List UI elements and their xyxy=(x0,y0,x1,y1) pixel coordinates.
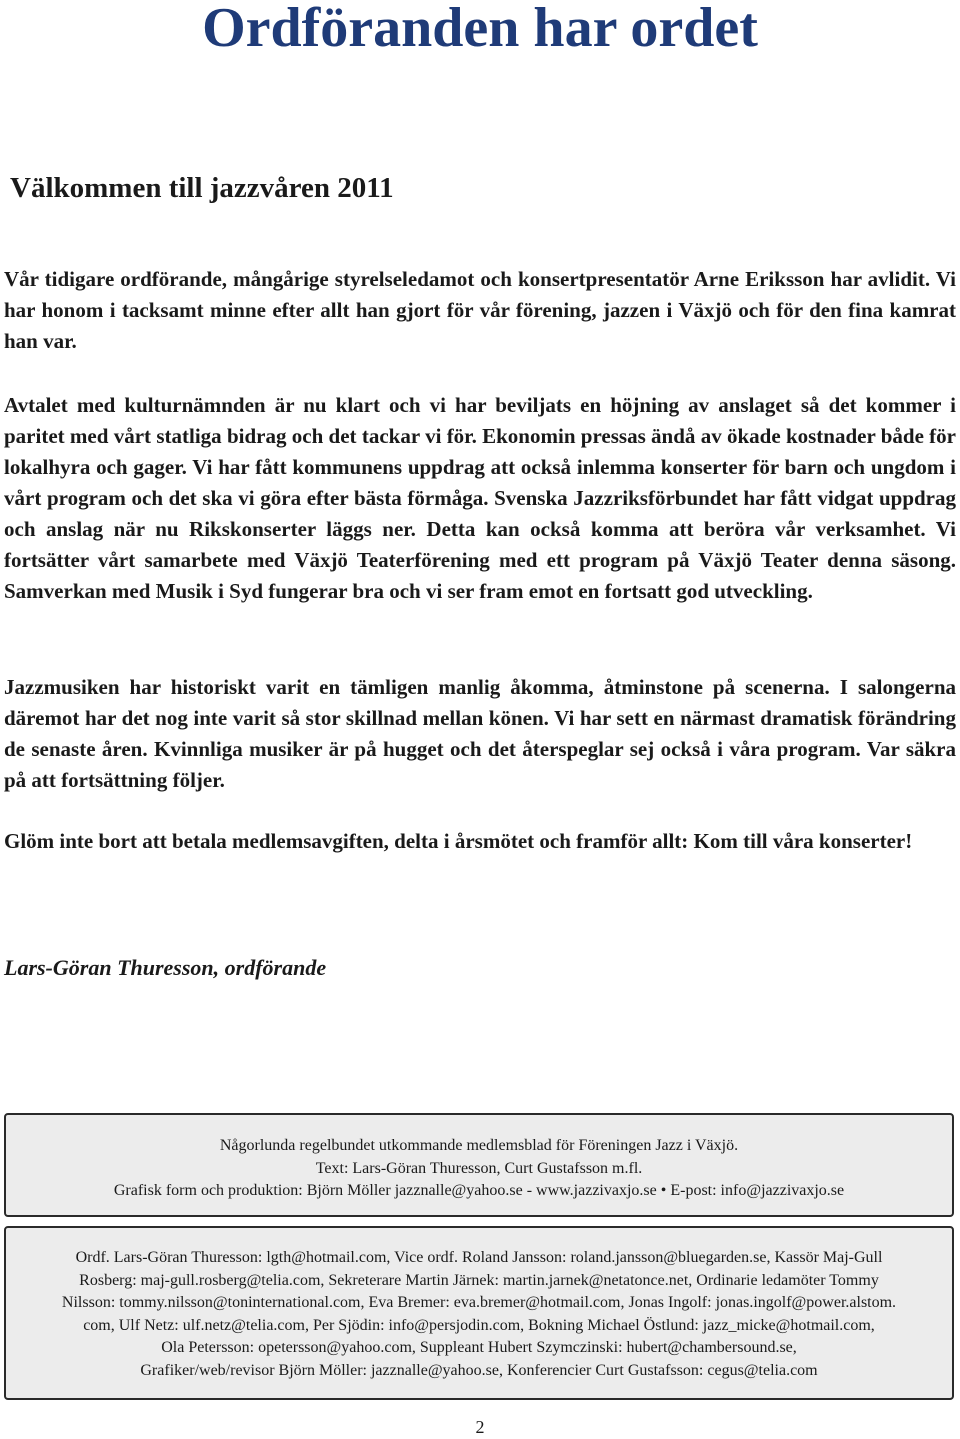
publication-description: Någorlunda regelbundet utkommande medlemsblad för Föreningen Jazz i Växjö. xyxy=(219,1137,739,1154)
publication-contact: Grafisk form och produktion: Björn Möller jazznalle@yahoo.se - www.jazzivaxjo.se • E-post: info@jazzivaxjo.se xyxy=(113,1182,845,1199)
board-contacts-box xyxy=(4,1226,954,1400)
board-contacts-line: com, Ulf Netz: ulf.netz@telia.com, Per Sjödin: info@persjodin.com, Bokning Michael Östlund: jazz_micke@hotmail.com, xyxy=(83,1316,875,1334)
page-number: 2 xyxy=(475,1417,485,1437)
paragraph-memorial: Vår tidigare ordförande, mångårige styrelseledamot och konsertpresentatör Arne Eriksson har avlidit. Vi har honom i tacksamt minne efter allt han gjort för vår förening, jazzen i Växjö och för den fina kamrat han var. xyxy=(4,267,956,353)
paragraph-membership-reminder: Glöm inte bort att betala medlemsavgiften, delta i årsmötet och framför allt: Kom till våra konserter! xyxy=(4,829,913,853)
paragraph-women-in-jazz: Jazzmusiken har historiskt varit en tämligen manlig åkomma, åtminstone på scenerna. I salongerna däremot har det nog inte varit så stor skillnad mellan könen. Vi har sett en närmast dramatisk förändring de senaste åren. Kvinnliga musiker är på hugget och det återspeglar sej också i våra program. Var säkra på att fortsättning följer. xyxy=(4,675,956,792)
board-contacts-line: Rosberg: maj-gull.rosberg@telia.com, Sekreterare Martin Järnek: martin.jarnek@netatonce.net, Ordinarie ledamöter Tommy xyxy=(79,1271,879,1289)
article-subtitle: Välkommen till jazzvåren 2011 xyxy=(10,172,394,204)
board-contacts-line: Ola Petersson: opetersson@yahoo.com, Suppleant Hubert Szymczinski: hubert@chambersound.se, xyxy=(161,1339,797,1356)
board-contacts-line: Ordf. Lars-Göran Thuresson: lgth@hotmail.com, Vice ordf. Roland Jansson: roland.jansson@bluegarden.se, Kassör Maj-Gull xyxy=(75,1249,883,1266)
board-contacts-line: Grafiker/web/revisor Björn Möller: jazznalle@yahoo.se, Konferencier Curt Gustafsson: cegus@telia.com xyxy=(140,1361,818,1379)
board-contacts-line: Nilsson: tommy.nilsson@toninternational.com, Eva Bremer: eva.bremer@hotmail.com, Jonas Ingolf: jonas.ingolf@power.alstom. xyxy=(61,1294,897,1311)
paragraph-funding: Avtalet med kulturnämnden är nu klart och vi har beviljats en höjning av anslaget så det kommer i paritet med vårt statliga bidrag och det tackar vi för. Ekonomin pressas ändå av ökade kostnader både för lokalhyra och gager. Vi har fått kommunens uppdrag att också inlemma konserter för barn och ungdom i vårt program och det ska vi göra efter bästa förmåga. Svenska Jazzriksförbundet har fått vidgat uppdrag och anslag när nu Rikskonserter läggs ner. Detta kan också komma att beröra vår verksamhet. Vi fortsätter vårt samarbete med Växjö Teaterförening med ett program på Växjö Teater denna säsong. Samverkan med Musik i Syd fungerar bra och vi ser fram emot en fortsatt god utveckling. xyxy=(4,393,956,603)
author-signature: Lars-Göran Thuresson, ordförande xyxy=(4,955,327,980)
publication-info-box xyxy=(4,1113,954,1217)
publication-credits: Text: Lars-Göran Thuresson, Curt Gustafsson m.fl. xyxy=(315,1159,643,1177)
page-title: Ordföranden har ordet xyxy=(202,0,758,59)
